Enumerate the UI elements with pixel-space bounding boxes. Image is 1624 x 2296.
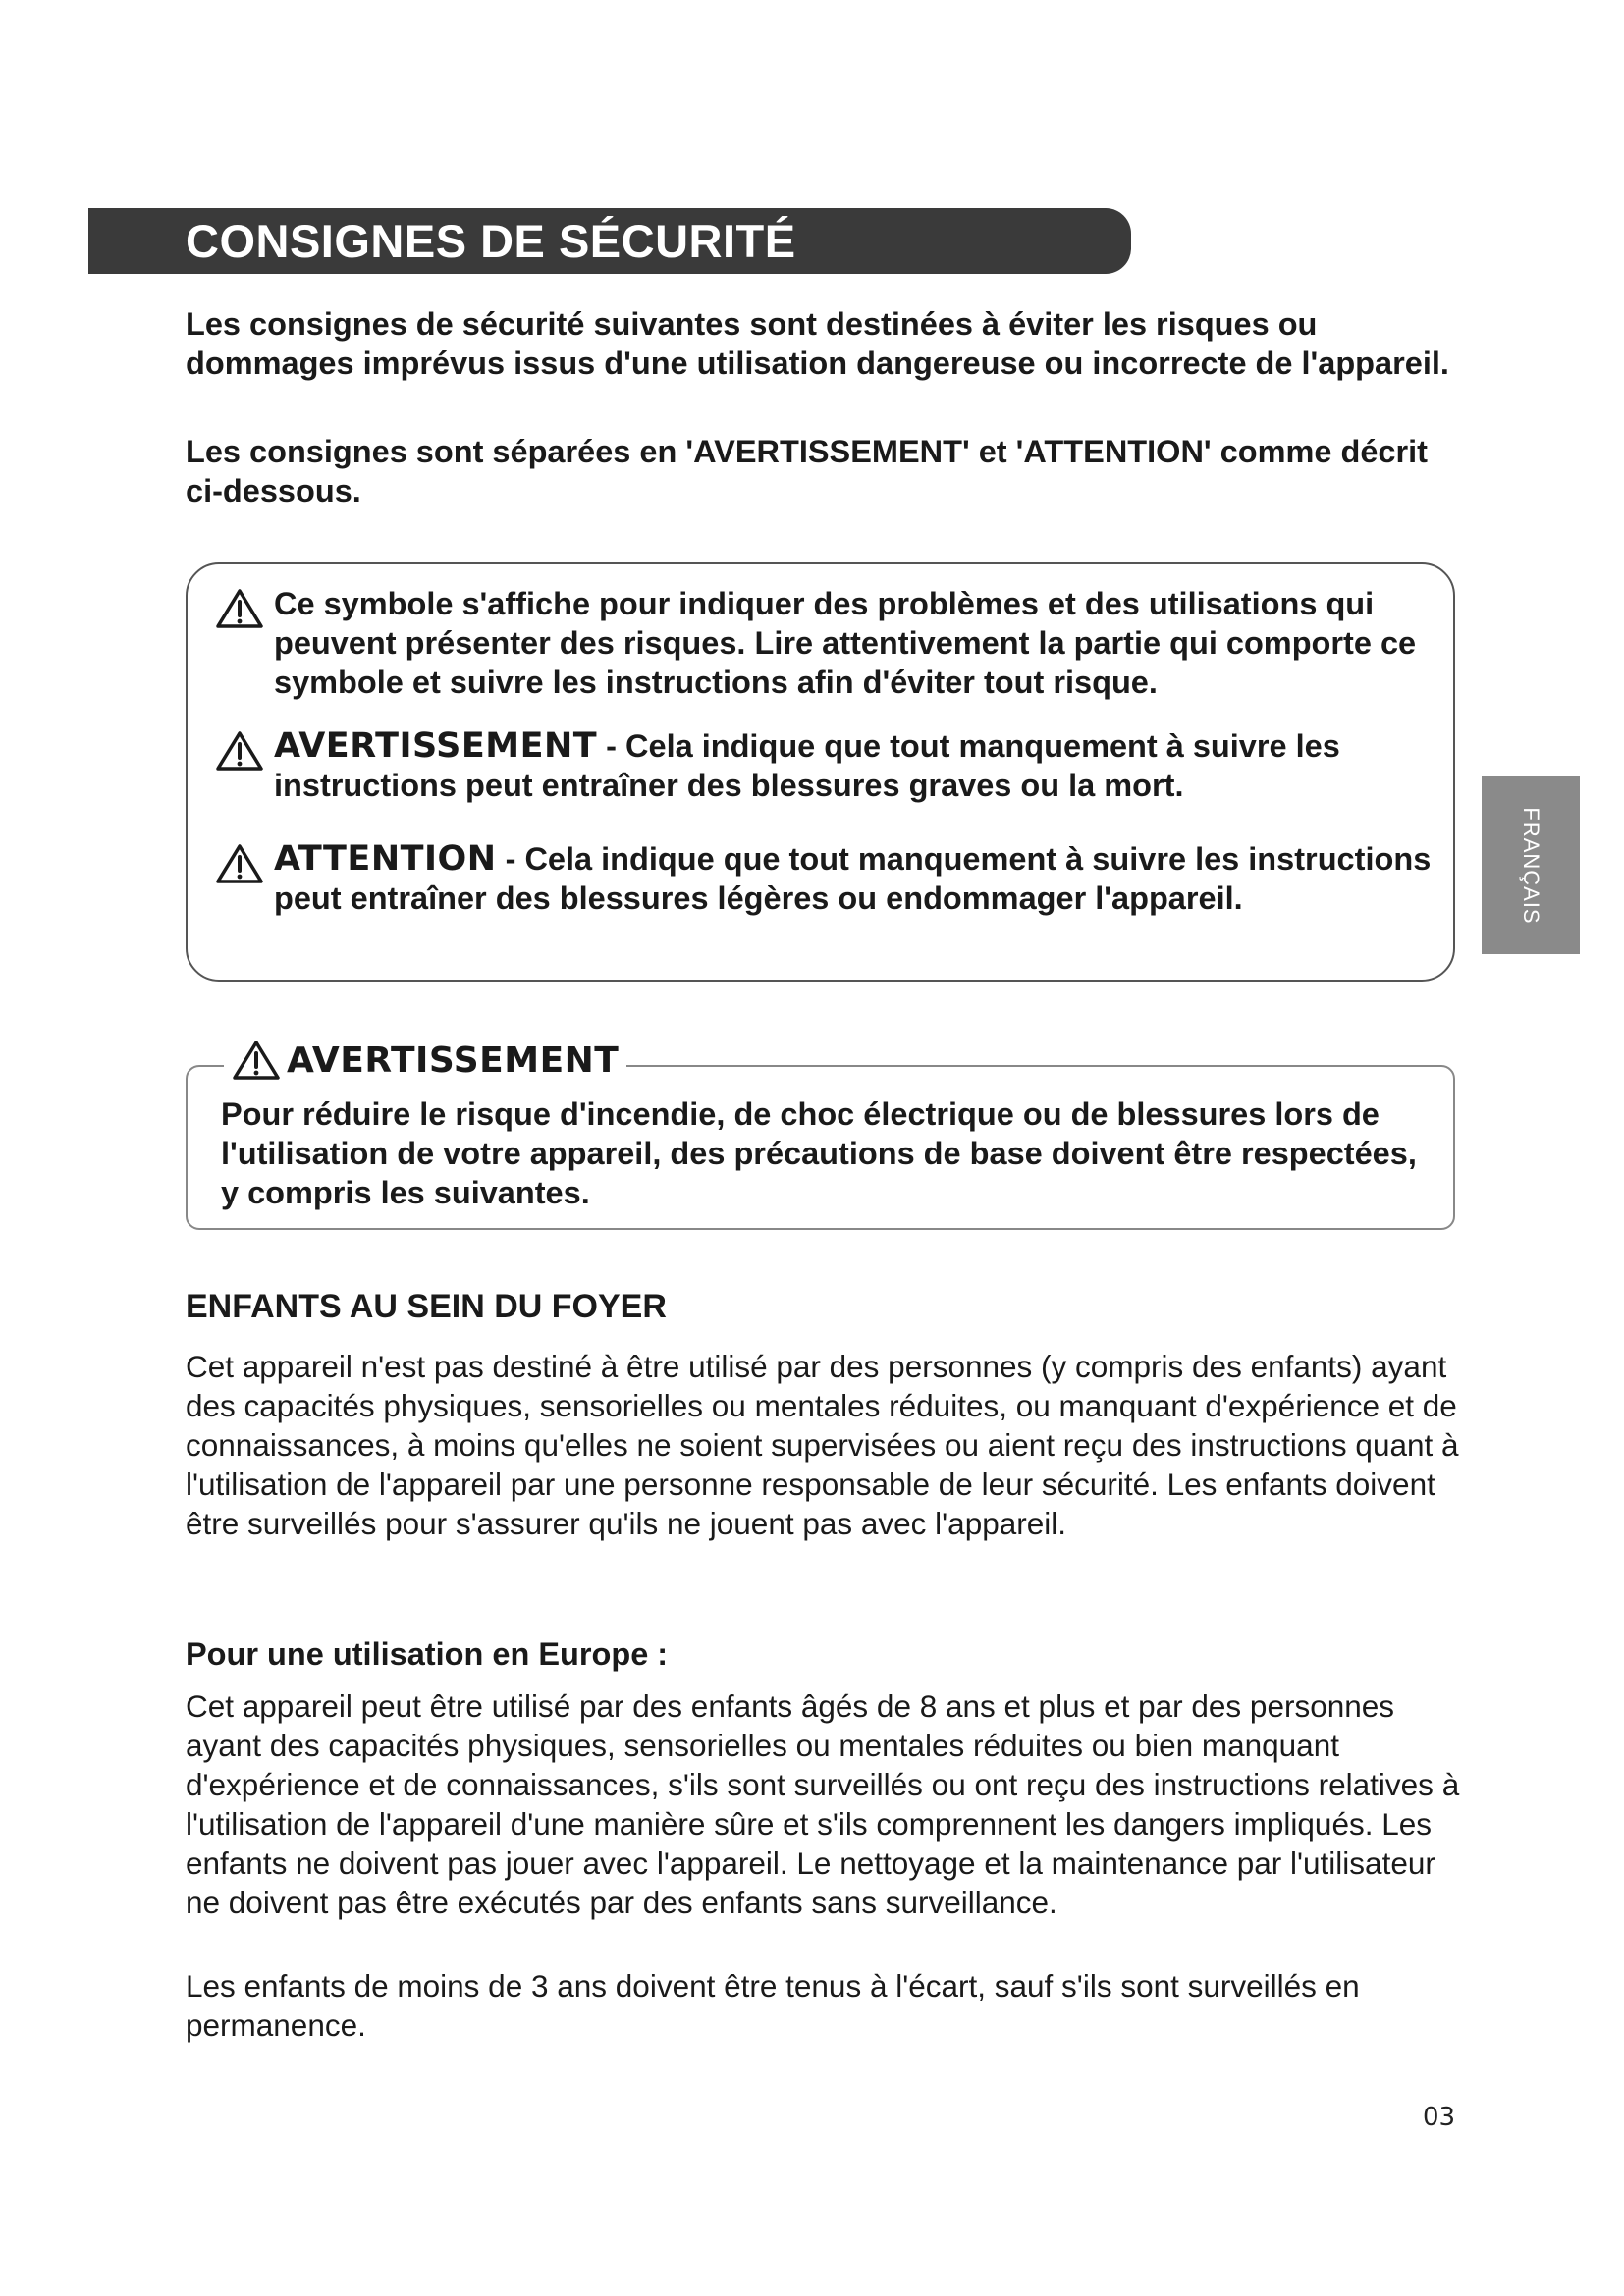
- warning-triangle-icon: [232, 1040, 281, 1081]
- children-under-3-paragraph: Les enfants de moins de 3 ans doivent être tenus à l'écart, sauf s'ils sont surveillés en permanence.: [186, 1968, 1360, 2043]
- europe-paragraph: Cet appareil peut être utilisé par des enfants âgés de 8 ans et plus et par des personnes ayant des capacités physiques, sensorielles ou mentales réduites ou bien manquant d'expérience et de connaissances, s'ils sont surveillés ou ont reçu des instructions relatives à l'utilisation de l'appareil d'une manière sûre et s'ils comprennent les dangers impliqués. Les enfants ne doivent pas jouer avec l'appareil. Le nettoyage et la maintenance par l'utilisateur ne doivent pas être exécutés par des enfants sans surveillance.: [186, 1688, 1460, 1920]
- europe-subtitle: Pour une utilisation en Europe :: [186, 1636, 669, 1672]
- warning-keyword: AVERTISSEMENT: [274, 726, 598, 766]
- caution-keyword: ATTENTION: [274, 839, 497, 879]
- intro-paragraph-2: Les consignes sont séparées en 'AVERTISSEMENT' et 'ATTENTION' comme décrit ci-dessous.: [186, 434, 1429, 508]
- page-number: 03: [1423, 2103, 1456, 2132]
- warning-triangle-icon: [215, 843, 264, 884]
- language-tab-label: FRANÇAIS: [1519, 806, 1543, 925]
- warning-triangle-icon: [215, 730, 264, 772]
- symbol-legend-box: [186, 562, 1455, 982]
- warning-triangle-icon: [215, 588, 264, 629]
- symbol-general-text: Ce symbole s'affiche pour indiquer des problèmes et des utilisations qui peuvent présenter des risques. Lire attentivement la partie qui comporte ce symbole et suivre les instructions afin d'éviter tout risque.: [274, 586, 1417, 700]
- warning-description: - Cela indique que tout manquement à suivre les instructions peut entraîner des blessures graves ou la mort.: [274, 728, 1340, 803]
- language-tab: [1482, 776, 1580, 954]
- warning-notice-label: AVERTISSEMENT: [287, 1040, 620, 1081]
- warning-notice-text: Pour réduire le risque d'incendie, de choc électrique ou de blessures lors de l'utilisation de votre appareil, des précautions de base doivent être respectées, y compris les suivantes.: [221, 1096, 1417, 1210]
- symbol-warning: [274, 726, 1433, 805]
- caution-description: - Cela indique que tout manquement à suivre les instructions peut entraîner des blessures légères ou endommager l'appareil.: [274, 841, 1432, 916]
- warning-notice-box: [186, 1040, 1455, 1230]
- symbol-general: [274, 584, 1433, 702]
- intro-paragraph-1: Les consignes de sécurité suivantes sont destinées à éviter les risques ou dommages imprévus issus d'une utilisation dangereuse ou incorrecte de l'appareil.: [186, 306, 1449, 381]
- children-paragraph-1: Cet appareil n'est pas destiné à être utilisé par des personnes (y compris des enfants) ayant des capacités physiques, sensorielles ou mentales réduites, ou manquant d'expérience et de connaissances, à moins qu'elles ne soient supervisées ou aient reçu des instructions quant à l'utilisation de l'appareil par une personne responsable de leur sécurité. Les enfants doivent être surveillés pour s'assurer qu'ils ne jouent pas avec l'appareil.: [186, 1349, 1459, 1541]
- page-title: CONSIGNES DE SÉCURITÉ: [186, 215, 796, 267]
- symbol-caution: [274, 839, 1433, 918]
- children-section-title: ENFANTS AU SEIN DU FOYER: [186, 1288, 667, 1325]
- section-title-bar: [88, 208, 1131, 274]
- warning-notice-heading: [224, 1036, 626, 1085]
